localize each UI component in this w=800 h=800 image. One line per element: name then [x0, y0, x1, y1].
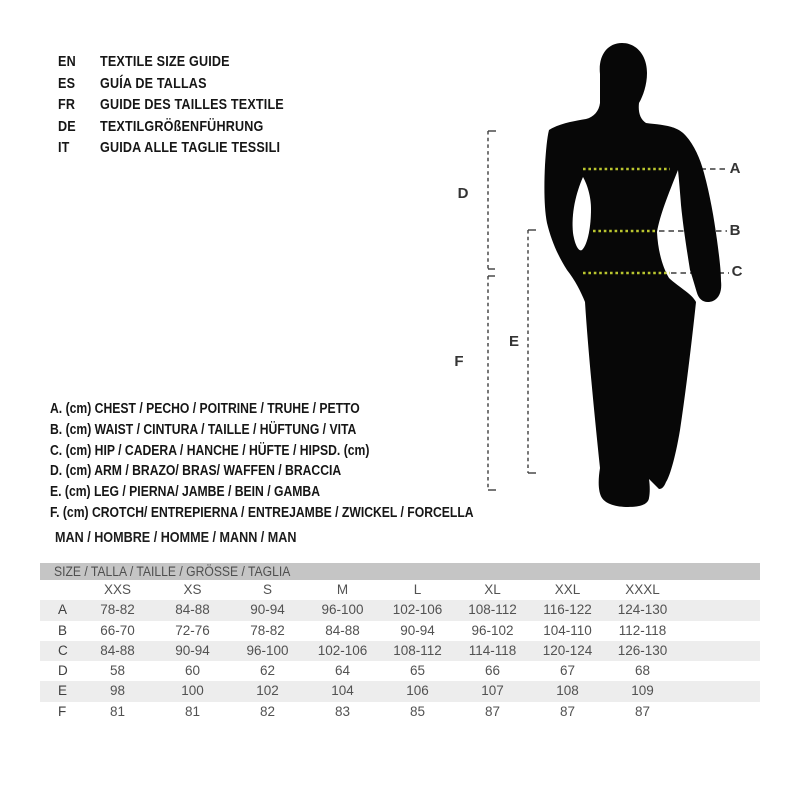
cell: 90-94 — [400, 622, 435, 638]
cell: 100 — [181, 683, 204, 699]
cell: 66-70 — [100, 622, 135, 638]
column-header: S — [262, 582, 272, 597]
cell: 102-106 — [317, 642, 368, 658]
cell: 104-110 — [543, 622, 592, 638]
guide-title: GUIDE DES TAILLES TEXTILE — [100, 96, 284, 113]
language-code: IT — [58, 139, 70, 156]
legend-line-waist: B. (cm) WAIST / CINTURA / TAILLE / HÜFTUNG / VITA — [50, 421, 357, 438]
column-header: M — [336, 582, 349, 597]
cell: 66 — [484, 663, 501, 679]
cell: 106 — [406, 683, 429, 699]
silhouette-body — [544, 43, 721, 507]
cell: 68 — [634, 663, 651, 679]
measurement-legend — [50, 399, 474, 524]
cell: 107 — [481, 683, 504, 699]
guide-title: TEXTILGRÖßENFÜHRUNG — [100, 117, 264, 135]
table-row-leg — [40, 681, 760, 701]
cell: 81 — [184, 703, 201, 719]
language-code: ES — [58, 74, 76, 92]
cell: 81 — [109, 703, 126, 719]
cell: 87 — [559, 703, 576, 719]
cell: 90-94 — [175, 642, 210, 658]
legend-line-hip: C. (cm) HIP / CADERA / HANCHE / HÜFTE / HIPSD. (cm) — [50, 442, 370, 459]
legend-line-leg: E. (cm) LEG / PIERNA/ JAMBE / BEIN / GAMBA — [50, 484, 321, 501]
filler-cell — [680, 681, 760, 701]
row-label: D — [58, 663, 68, 679]
row-label: F — [58, 703, 67, 719]
corner-cell — [40, 580, 80, 600]
cell: 78-82 — [250, 622, 285, 638]
cell: 112-118 — [618, 622, 667, 638]
column-header: XS — [183, 582, 202, 597]
filler-cell — [680, 600, 760, 620]
cell: 82 — [259, 703, 276, 719]
cell: 65 — [409, 663, 426, 679]
legend-line-crotch: F. (cm) CROTCH/ ENTREPIERNA / ENTREJAMBE / ZWICKEL / FORCELLA — [50, 504, 474, 521]
column-header: XL — [484, 582, 501, 597]
language-code: DE — [58, 117, 76, 135]
filler-cell — [680, 580, 760, 600]
cell: 64 — [334, 663, 351, 679]
cell: 102-106 — [392, 602, 443, 618]
cell: 104 — [331, 683, 354, 699]
guide-title: GUÍA DE TALLAS — [100, 74, 207, 92]
table-header-label: SIZE / TALLA / TAILLE / GRÖSSE / TAGLIA — [54, 564, 291, 579]
cell: 78-82 — [100, 602, 135, 618]
cell: 90-94 — [250, 602, 285, 618]
filler-cell — [680, 661, 760, 681]
language-row — [58, 51, 284, 73]
table-row-hip — [40, 641, 760, 661]
language-code: FR — [58, 96, 76, 113]
cell: 114-118 — [468, 642, 517, 658]
row-label: C — [58, 642, 68, 658]
row-label: B — [58, 622, 68, 638]
language-row — [58, 137, 284, 159]
filler-cell — [680, 621, 760, 641]
column-header: L — [413, 582, 422, 597]
cell: 83 — [334, 703, 351, 719]
language-code: EN — [58, 53, 76, 70]
language-title-list — [58, 51, 284, 159]
cell: 124-130 — [617, 602, 668, 618]
guide-title: GUIDA ALLE TAGLIE TESSILI — [100, 139, 281, 156]
cell: 109 — [631, 683, 654, 699]
table-row-chest — [40, 600, 760, 620]
cell: 102 — [256, 683, 279, 699]
cell: 62 — [259, 663, 276, 679]
cell: 96-100 — [321, 602, 364, 618]
cell: 87 — [634, 703, 651, 719]
cell: 108-112 — [468, 602, 517, 618]
row-label: E — [58, 683, 68, 699]
cell: 84-88 — [325, 622, 360, 638]
measure-ticks — [488, 131, 536, 490]
section-title-man: MAN / HOMBRE / HOMME / MANN / MAN — [55, 529, 297, 546]
column-header: XXL — [554, 582, 581, 597]
cell: 58 — [109, 663, 126, 679]
chest-label: A — [729, 160, 741, 177]
cell: 126-130 — [617, 642, 668, 658]
column-header: XXS — [103, 582, 131, 597]
cell: 87 — [484, 703, 501, 719]
arm-label: D — [457, 185, 469, 202]
cell: 108 — [556, 683, 579, 699]
cell: 120-124 — [542, 642, 593, 658]
cell: 108-112 — [393, 642, 442, 658]
table-row-arm — [40, 661, 760, 681]
language-row — [58, 116, 284, 138]
cell: 72-76 — [175, 622, 210, 638]
leg-label: E — [508, 333, 519, 350]
cell: 85 — [409, 703, 426, 719]
cell: 84-88 — [100, 642, 135, 658]
crotch-label: F — [454, 353, 464, 370]
cell: 96-102 — [471, 622, 514, 638]
table-header-band — [40, 563, 760, 580]
column-header: XXXL — [625, 582, 660, 597]
legend-line-arm: D. (cm) ARM / BRAZO/ BRAS/ WAFFEN / BRACCIA — [50, 463, 342, 480]
filler-cell — [680, 641, 760, 661]
size-table — [40, 563, 760, 722]
legend-line-chest: A. (cm) CHEST / PECHO / POITRINE / TRUHE / PETTO — [50, 401, 360, 417]
table-column-header-row — [40, 580, 760, 600]
row-label: A — [58, 602, 68, 618]
hip-label: C — [731, 263, 743, 280]
cell: 84-88 — [175, 602, 210, 618]
waist-label: B — [729, 222, 741, 239]
language-row — [58, 73, 284, 95]
filler-cell — [680, 702, 760, 722]
guide-title: TEXTILE SIZE GUIDE — [100, 53, 230, 70]
cell: 116-122 — [543, 602, 592, 618]
language-row — [58, 94, 284, 116]
cell: 60 — [184, 663, 201, 679]
table-row-crotch — [40, 702, 760, 722]
cell: 98 — [109, 683, 126, 699]
cell: 96-100 — [246, 642, 289, 658]
cell: 67 — [559, 663, 576, 679]
table-row-waist — [40, 621, 760, 641]
